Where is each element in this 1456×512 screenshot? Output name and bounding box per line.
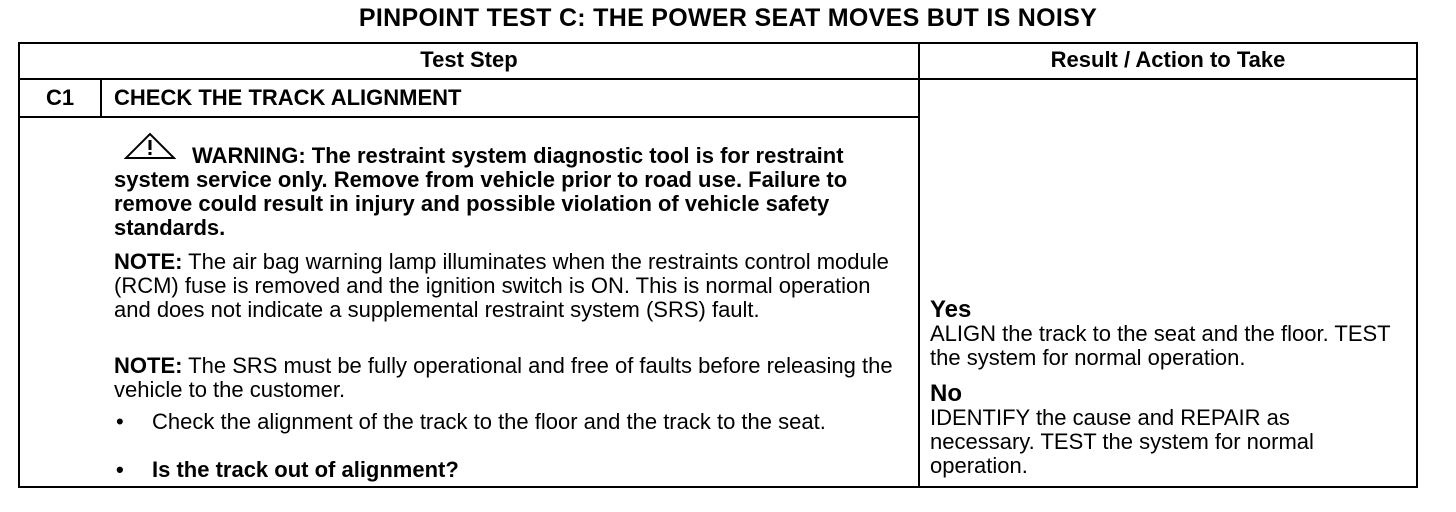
bullet-text: Check the alignment of the track to the floor and the track to the seat.	[152, 409, 826, 434]
step-id-divider	[100, 78, 102, 118]
bullet-dot-icon: •	[116, 457, 124, 482]
note-2	[114, 354, 894, 402]
pinpoint-test-table	[18, 42, 1418, 488]
step-title-divider	[20, 116, 920, 118]
list-item	[116, 410, 916, 458]
warning-text	[114, 144, 894, 240]
result-no-text: IDENTIFY the cause and REPAIR as necessary. TEST the system for normal operation.	[930, 405, 1314, 478]
header-divider	[20, 78, 1416, 80]
page-title: PINPOINT TEST C: THE POWER SEAT MOVES BUT IS NOISY	[358, 4, 1098, 32]
result-yes-text: ALIGN the track to the seat and the floor. TEST the system for normal operation.	[930, 321, 1391, 370]
note-1-label: NOTE:	[114, 249, 183, 274]
header-result: Result / Action to Take	[1050, 47, 1286, 72]
bullet-dot-icon: •	[116, 409, 124, 434]
column-divider	[918, 44, 920, 486]
result-no-label: No	[930, 380, 962, 407]
note-1	[114, 250, 894, 322]
note-2-label: NOTE:	[114, 353, 183, 378]
bullet-text: Is the track out of alignment?	[152, 457, 459, 482]
warning-text-content: WARNING: The restraint system diagnostic tool is for restraint system service only. Remove from vehicle prior to road use. Failure to remove could result in injury and possible violation of vehicle safety standards.	[114, 143, 848, 240]
note-1-text: The air bag warning lamp illuminates when the restraints control module (RCM) fuse is removed and the ignition switch is ON. This is normal operation and does not indicate a supplemental restraint system (SRS) fault.	[114, 249, 889, 322]
result-yes-label: Yes	[930, 296, 972, 323]
step-title: CHECK THE TRACK ALIGNMENT	[114, 85, 462, 110]
note-2-text: The SRS must be fully operational and free of faults before releasing the vehicle to the customer.	[114, 353, 893, 402]
header-test-step: Test Step	[420, 47, 518, 72]
list-item	[116, 458, 916, 482]
step-id: C1	[45, 85, 75, 110]
